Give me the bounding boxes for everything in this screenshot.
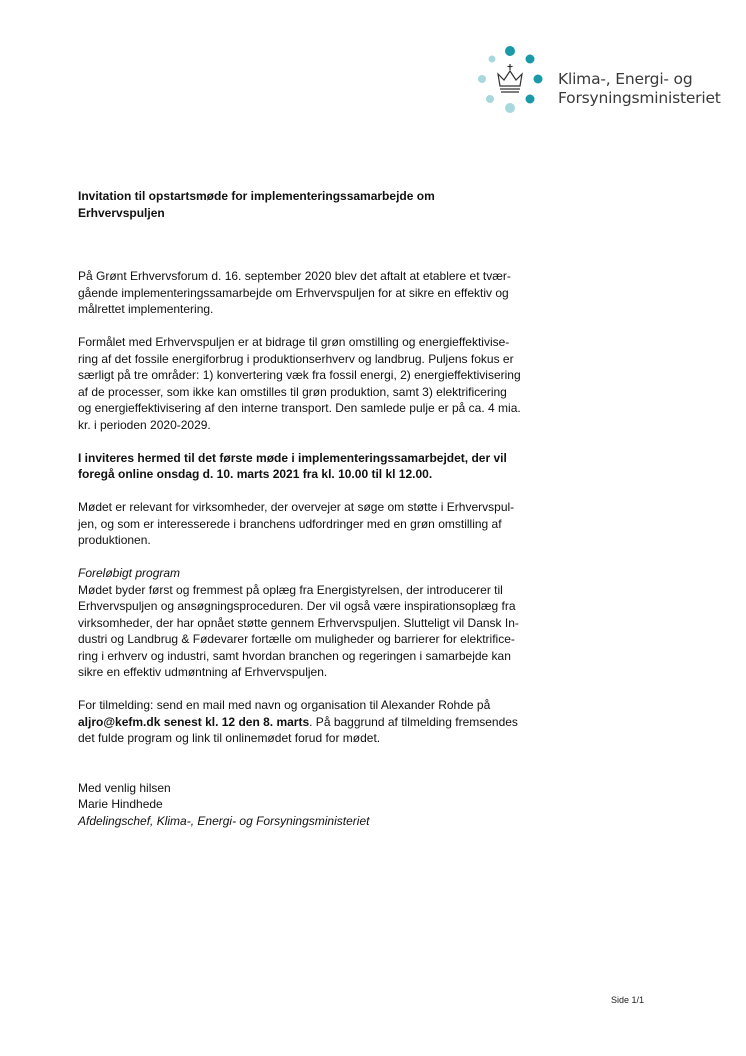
ministry-name	[558, 70, 721, 108]
text-fragment: . På baggrund af tilmelding fremsendes	[309, 714, 518, 729]
intro-paragraph	[78, 268, 550, 318]
document-title	[78, 188, 550, 221]
text-line: For tilmelding: send en mail med navn og organisation til Alexander Rohde på	[78, 698, 491, 712]
crown-dots-icon	[474, 44, 554, 116]
signup-paragraph	[78, 697, 550, 747]
text-line: af de processer, som ikke kan omstilles til grøn produktion, samt 3) elektrificering	[78, 384, 507, 399]
relevance-paragraph	[78, 499, 550, 549]
text-line: særligt på tre områder: 1) konvertering væk fra fossil energi, 2) energieffektivisering	[78, 368, 521, 382]
text-line: det fulde program og link til onlinemødet forud for mødet.	[78, 731, 381, 745]
text-line	[78, 714, 550, 731]
text-line: Erhvervspuljen og ansøgningsproceduren. Der vil også være inspirationsoplæg fra	[78, 599, 516, 613]
program-heading: Foreløbigt program	[78, 566, 181, 580]
title-line: Invitation til opstartsmøde for implementeringssamarbejde om	[78, 189, 435, 203]
text-line: sikre en effektiv udmøntning af Erhvervspuljen.	[78, 665, 328, 679]
ministry-name-line1: Klima-, Energi- og	[558, 70, 693, 88]
letter-body	[78, 188, 550, 829]
closing-block	[78, 780, 550, 830]
text-line: jen, og som er interesserede i branchens udfordringer med en grøn omstilling af	[78, 516, 502, 531]
text-line: ring i erhverv og industri, samt hvordan branchen og regeringen i samarbejde kan	[78, 648, 511, 663]
text-line: gående implementeringssamarbejde om Erhvervspuljen for at sikre en effektiv og	[78, 285, 509, 300]
text-line: foregå online onsdag d. 10. marts 2021 fra kl. 10.00 til kl 12.00.	[78, 467, 433, 481]
text-line: dustri og Landbrug & Fødevarer fortælle om muligheder og barrierer for elektrifice-	[78, 632, 515, 646]
closing-greeting: Med venlig hilsen	[78, 780, 171, 795]
title-line: Erhvervspuljen	[78, 205, 165, 220]
invitation-paragraph	[78, 450, 550, 483]
text-line: målrettet implementering.	[78, 302, 214, 316]
page-number: Side 1/1	[611, 995, 645, 1005]
text-line: Mødet er relevant for virksomheder, der overvejer at søge om støtte i Erhvervspul-	[78, 500, 515, 514]
ministry-name-line2: Forsyningsministeriet	[558, 89, 721, 107]
text-line: produktionen.	[78, 533, 151, 547]
signup-email-deadline[interactable]: aljro@kefm.dk senest kl. 12 den 8. marts	[78, 714, 310, 729]
text-line: I inviteres hermed til det første møde i implementeringssamarbejdet, der vil	[78, 450, 507, 465]
text-line: kr. i perioden 2020-2029.	[78, 417, 211, 432]
signatory-role: Afdelingschef, Klima-, Energi- og Forsyningsministeriet	[78, 813, 370, 828]
text-line: virksomheder, der har opnået støtte gennem Erhvervspuljen. Slutteligt vil Dansk In-	[78, 615, 519, 630]
text-line: På Grønt Erhvervsforum d. 16. september 2020 blev det aftalt at etablere et tvær-	[78, 269, 511, 283]
ministry-logo	[474, 44, 734, 116]
text-line: og energieffektivisering af den interne transport. Den samlede pulje er på ca. 4 mia.	[78, 401, 521, 415]
signatory-name: Marie Hindhede	[78, 797, 163, 811]
text-line: Formålet med Erhvervspuljen er at bidrage til grøn omstilling og energieffektivise-	[78, 335, 510, 349]
program-section	[78, 565, 550, 681]
text-line: Mødet byder først og fremmest på oplæg fra Energistyrelsen, der introducerer til	[78, 582, 503, 597]
purpose-paragraph	[78, 334, 550, 433]
text-line: ring af det fossile energiforbrug i produktionserhverv og landbrug. Puljens fokus er	[78, 351, 514, 366]
